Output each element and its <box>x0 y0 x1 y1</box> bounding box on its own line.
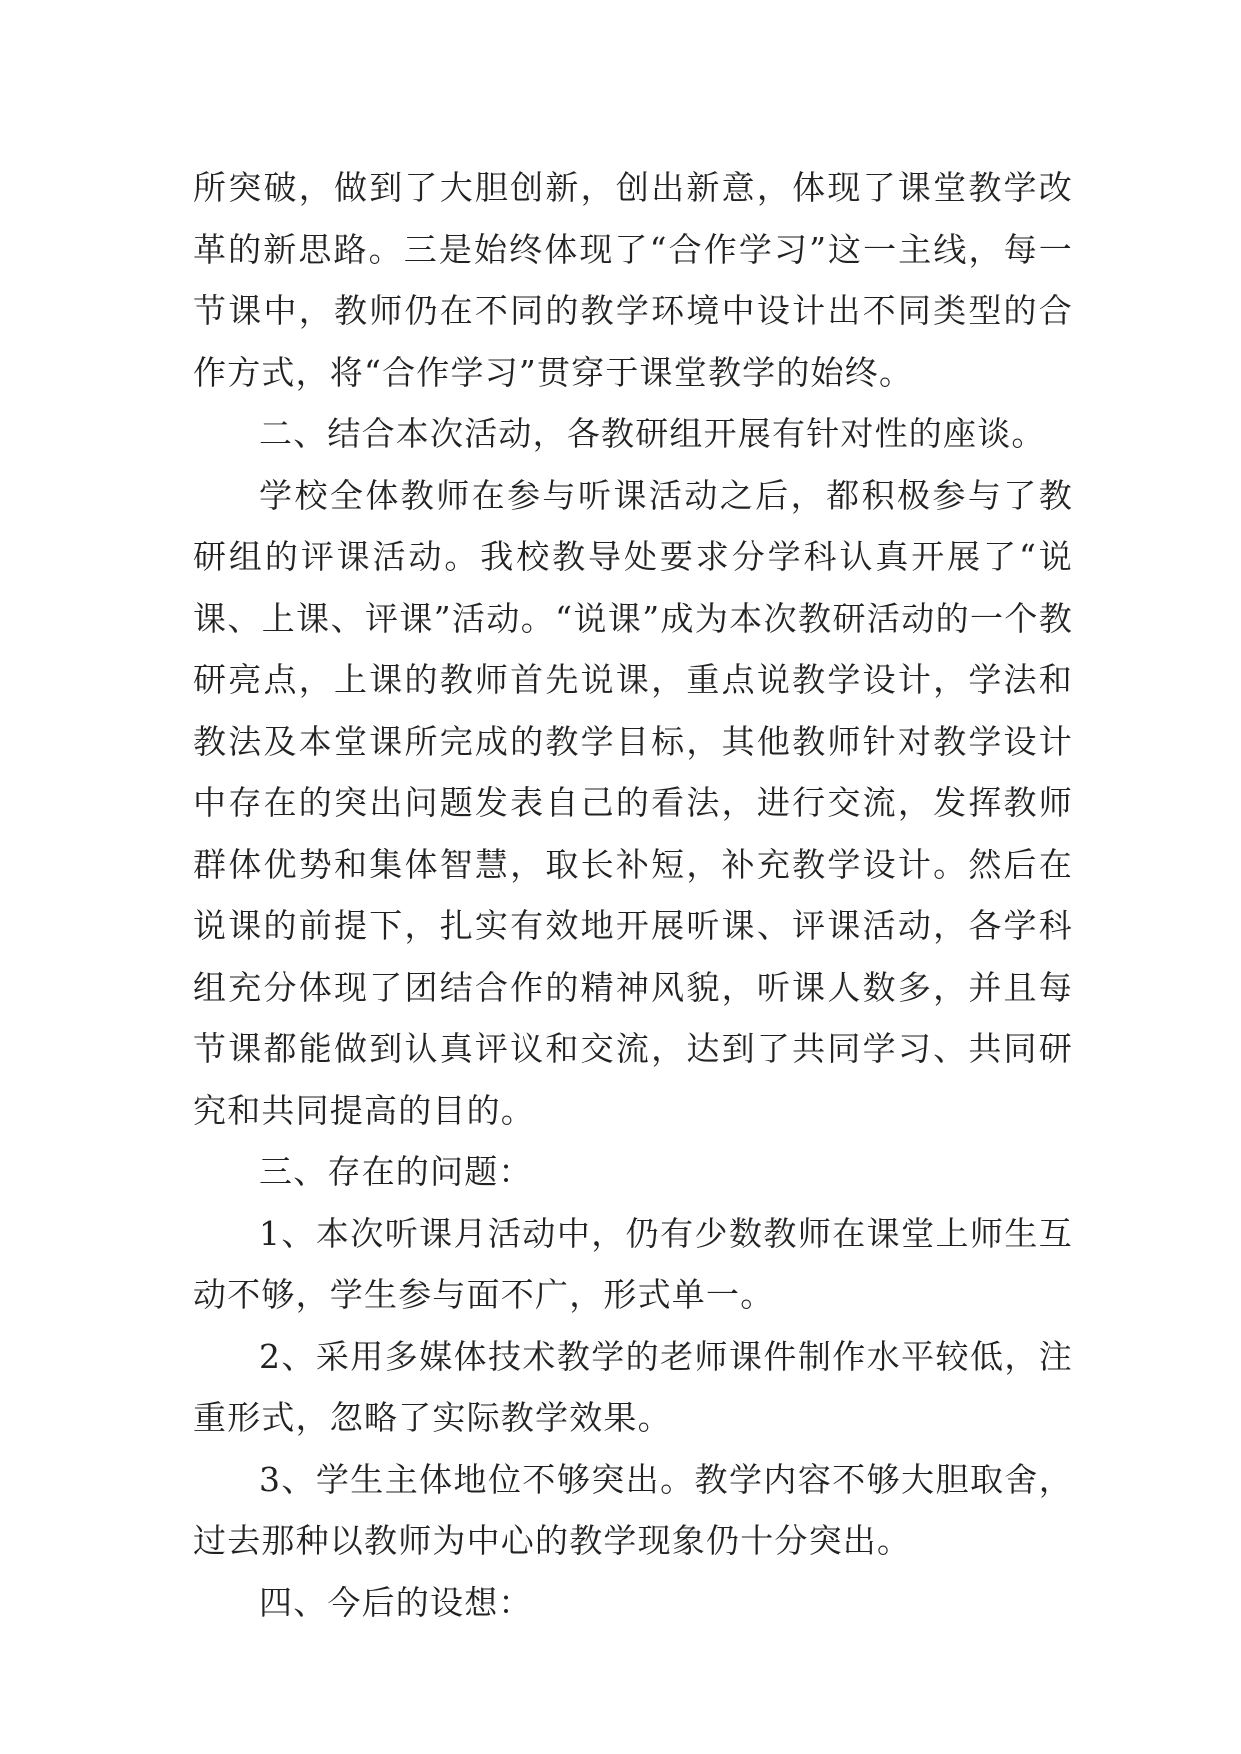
section-heading-2: 二、结合本次活动，各教研组开展有针对性的座谈。 <box>259 414 1046 453</box>
section-heading-4: 四、今后的设想： <box>259 1582 533 1622</box>
section-heading-3: 三、存在的问题： <box>259 1152 533 1191</box>
problem-item-1: 1、本次听课月活动中，仍有少数教师在课堂上师生互动不够，学生参与面不广，形式单一。 <box>193 1213 1073 1314</box>
paragraph-continuation: 所突破，做到了大胆创新，创出新意，体现了课堂教学改革的新思路。三是始终体现了“合作学习”这一主线，每一节课中，教师仍在不同的教学环境中设计出不同类型的合作方式，将“合作学习”贯穿于课堂教学的始终。 <box>193 168 1073 392</box>
paragraph-discussion: 学校全体教师在参与听课活动之后，都积极参与了教研组的评课活动。我校教导处要求分学科认真开展了“说课、上课、评课”活动。“说课”成为本次教研活动的一个教研亮点，上课的教师首先说课，重点说教学设计，学法和教法及本堂课所完成的教学目标，其他教师针对教学设计中存在的突出问题发表自己的看法，进行交流，发挥教师群体优势和集体智慧，取长补短，补充教学设计。然后在说课的前提下，扎实有效地开展听课、评课活动，各学科组充分体现了团结合作的精神风貌，听课人数多，并且每节课都能做到认真评议和交流，达到了共同学习、共同研究和共同提高的目的。 <box>193 475 1073 1130</box>
problem-item-3: 3、学生主体地位不够突出。教学内容不够大胆取舍，过去那种以教师为中心的教学现象仍十分突出。 <box>193 1459 1073 1560</box>
problem-item-2: 2、采用多媒体技术教学的老师课件制作水平较低，注重形式，忽略了实际教学效果。 <box>193 1336 1073 1437</box>
document-body <box>193 157 1073 1633</box>
